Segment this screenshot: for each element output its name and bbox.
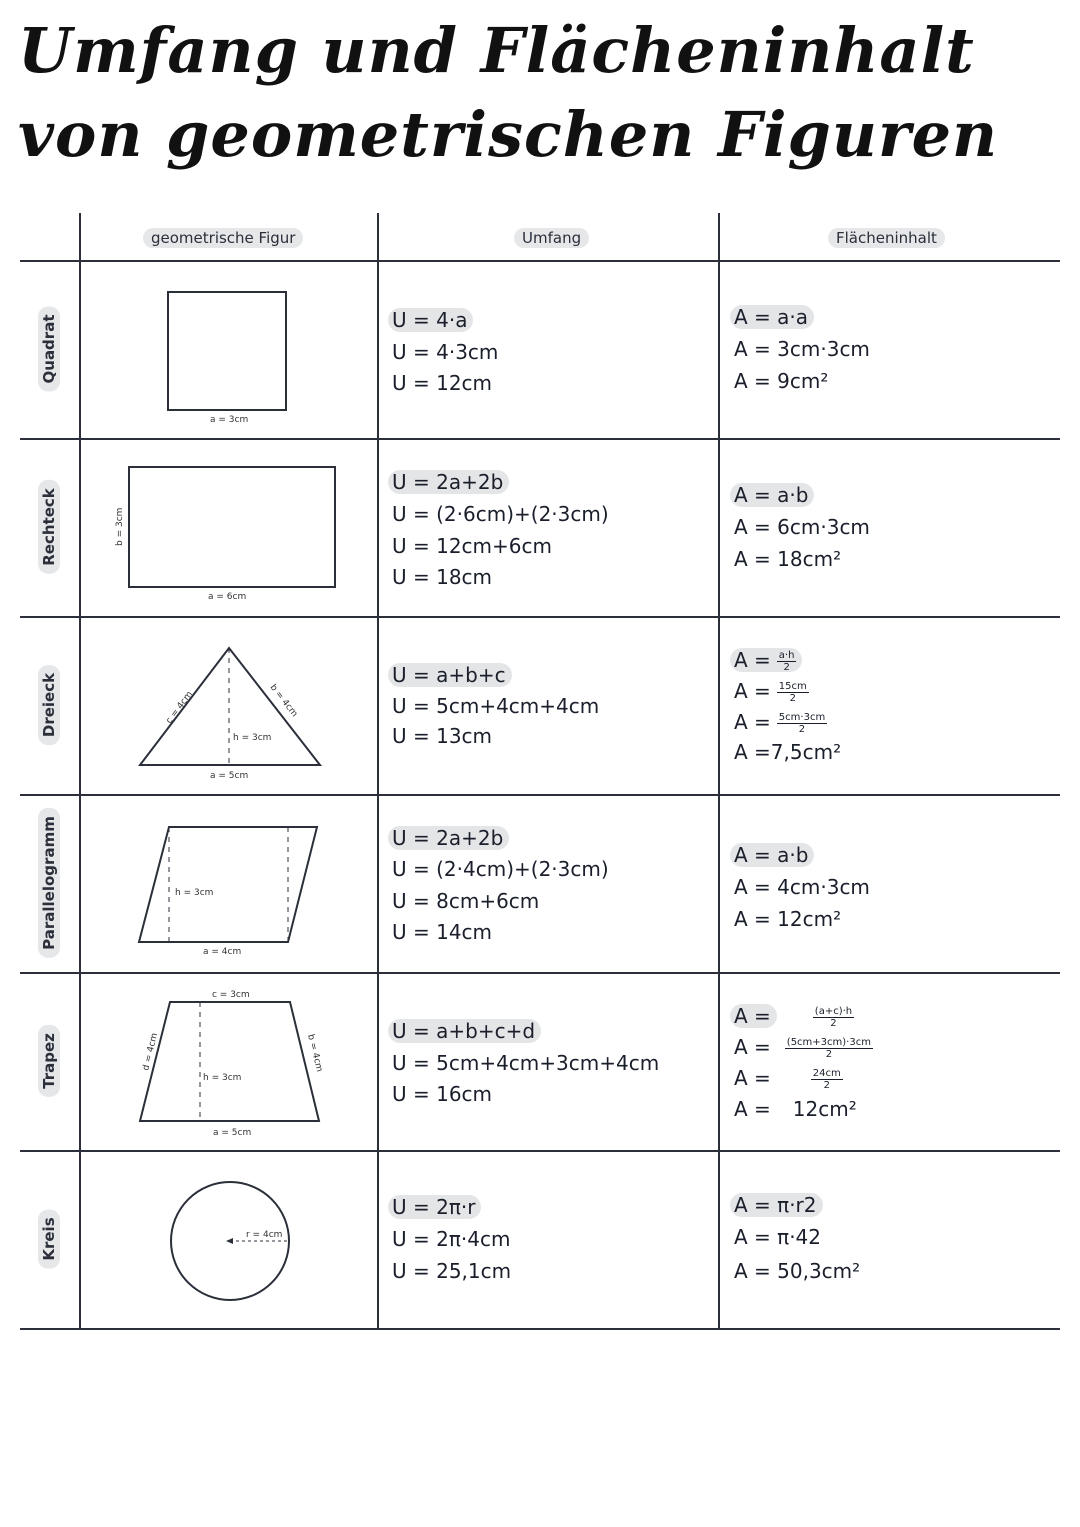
row-label-quadrat: Quadrat — [38, 307, 60, 392]
flaeche-formula: A = π·r2 — [734, 1191, 823, 1219]
row-label-dreieck: Dreieck — [38, 665, 60, 745]
flaeche-result: A =7,5cm² — [734, 740, 842, 764]
parallelogram-height-label: h = 3cm — [175, 888, 214, 898]
flaeche-formula: A = a·a — [734, 303, 814, 331]
row-label-rechteck: Rechteck — [38, 480, 60, 574]
trapezoid-figure — [130, 985, 330, 1140]
flaeche-formula: A = a·b — [734, 481, 814, 509]
flaeche-line: A = π·42 — [734, 1225, 822, 1249]
umfang-result: U = 12cm — [392, 371, 493, 395]
header-perimeter: Umfang — [514, 228, 589, 248]
trapezoid-side-a-label: a = 5cm — [213, 1128, 252, 1138]
umfang-line: U = 2π·4cm — [392, 1227, 511, 1251]
parallelogram-side-a-label: a = 4cm — [203, 947, 242, 957]
page-subtitle: von geometrischen Figuren — [18, 98, 999, 171]
umfang-line: U = 8cm+6cm — [392, 889, 540, 913]
rectangle-side-a-label: a = 6cm — [208, 592, 247, 602]
trapezoid-side-c-label: c = 3cm — [212, 990, 250, 1000]
header-area: Flächeninhalt — [828, 228, 945, 248]
flaeche-result: A = 50,3cm² — [734, 1259, 861, 1283]
umfang-line: U = 5cm+4cm+4cm — [392, 694, 600, 718]
column-divider — [718, 213, 720, 1330]
umfang-formula: U = 2π·r — [392, 1193, 481, 1221]
umfang-formula: U = 2a+2b — [392, 468, 509, 496]
umfang-result: U = 25,1cm — [392, 1259, 512, 1283]
rectangle-figure — [108, 460, 348, 605]
parallelogram-figure — [130, 820, 330, 960]
umfang-result: U = 13cm — [392, 724, 493, 748]
circle-radius-label: r = 4cm — [246, 1230, 283, 1240]
flaeche-result: A = 12cm² — [734, 1097, 857, 1121]
row-divider — [20, 1150, 1060, 1152]
row-divider — [20, 260, 1060, 262]
triangle-height-label: h = 3cm — [233, 733, 272, 743]
trapezoid-height-label: h = 3cm — [203, 1073, 242, 1083]
column-divider — [377, 213, 379, 1330]
flaeche-result: A = 12cm² — [734, 907, 842, 931]
row-divider — [20, 1328, 1060, 1330]
triangle-side-a-label: a = 5cm — [210, 771, 249, 781]
page-title: Umfang und Flächeninhalt — [18, 14, 975, 87]
triangle-figure — [130, 640, 330, 785]
flaeche-formula: A = $\frac{a\cdot h}{2}$ — [734, 646, 802, 674]
triangle-side-c-label: c = 4cm — [164, 689, 196, 726]
umfang-result: U = 18cm — [392, 565, 493, 589]
column-divider — [79, 213, 81, 1330]
umfang-line: U = 5cm+4cm+3cm+4cm — [392, 1051, 660, 1075]
row-label-trapez: Trapez — [38, 1025, 60, 1097]
row-divider — [20, 794, 1060, 796]
row-label-parallelogramm: Parallelogramm — [38, 808, 60, 958]
umfang-line: U = (2·6cm)+(2·3cm) — [392, 502, 609, 526]
trapezoid-side-d-label: d = 4cm — [141, 1032, 161, 1072]
trapezoid-side-b-label: b = 4cm — [305, 1033, 325, 1074]
header-figure: geometrische Figur — [143, 228, 303, 248]
flaeche-line: A = $\frac{5cm\cdot 3cm}{2}$ — [734, 710, 826, 735]
flaeche-result: A = 18cm² — [734, 547, 842, 571]
flaeche-line: A = $\frac{15cm}{2}$ — [734, 679, 807, 704]
umfang-formula: U = 2a+2b — [392, 824, 509, 852]
flaeche-result: A = 9cm² — [734, 369, 829, 393]
row-divider — [20, 616, 1060, 618]
flaeche-formula: A = $\frac{(a+c)\cdot h}{2}$ — [734, 1002, 854, 1030]
flaeche-line: A = 4cm·3cm — [734, 875, 870, 899]
triangle-side-b-label: b = 4cm — [267, 682, 300, 720]
umfang-line: U = 12cm+6cm — [392, 534, 552, 558]
umfang-formula: U = a+b+c — [392, 661, 512, 689]
umfang-result: U = 16cm — [392, 1082, 493, 1106]
row-divider — [20, 438, 1060, 440]
flaeche-line: A = 3cm·3cm — [734, 337, 870, 361]
square-figure — [160, 285, 300, 430]
circle-figure — [160, 1172, 300, 1312]
flaeche-formula: A = a·b — [734, 841, 814, 869]
umfang-formula: U = 4·a — [392, 306, 473, 334]
umfang-line: U = 4·3cm — [392, 340, 499, 364]
umfang-formula: U = a+b+c+d — [392, 1017, 541, 1045]
row-label-kreis: Kreis — [38, 1209, 60, 1268]
flaeche-line: A = $\frac{24cm}{2}$ — [734, 1066, 841, 1091]
square-side-label: a = 3cm — [210, 415, 249, 425]
row-divider — [20, 972, 1060, 974]
flaeche-line: A = $\frac{(5cm+3cm)\cdot 3cm}{2}$ — [734, 1035, 871, 1060]
umfang-result: U = 14cm — [392, 920, 493, 944]
umfang-line: U = (2·4cm)+(2·3cm) — [392, 857, 609, 881]
flaeche-line: A = 6cm·3cm — [734, 515, 870, 539]
rectangle-side-b-label: b = 3cm — [115, 507, 125, 546]
